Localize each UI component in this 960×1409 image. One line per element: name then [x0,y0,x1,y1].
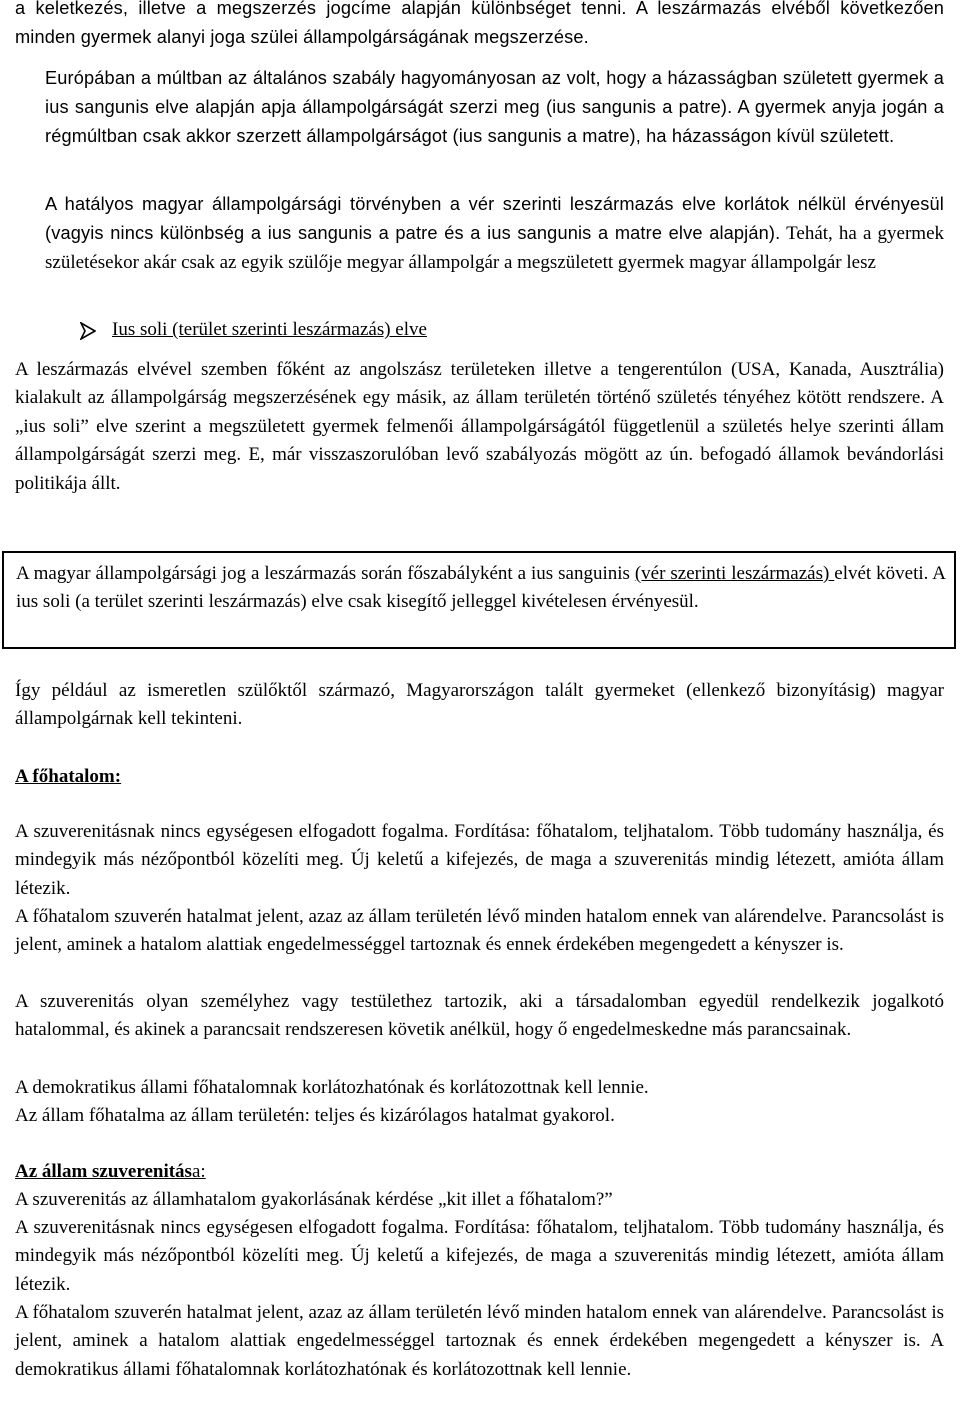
bullet-ius-soli-label: Ius soli (terület szerinti leszármazás) elve [112,319,427,341]
paragraph-territorial-power: Az állam főhatalma az állam területén: teljes és kizárólagos hatalmat gyakorol. [15,1105,615,1126]
boxed-text-part1: A magyar állampolgársági jog a leszármazás során főszabályként a ius sanguinis [16,563,635,584]
paragraph-hungarian-law [45,190,944,277]
paragraph-sovereign-power: A főhatalom szuverén hatalmat jelent, azaz az állam területén lévő minden hatalom ennek van alárendelve. Parancsolást is jelent, aminek a hatalom alattiak engedelmességgel tartoznak és ennek érdekében megengedett a kényszer is. [15,906,944,956]
arrow-bullet-icon [80,322,96,340]
heading-state-sovereignty-suffix: a: [191,1161,206,1182]
boxed-text-part2: elvét követi. A ius soli (a terület szerinti leszármazás) elve csak kisegítő jelleggel kivételesen érvényesül. [16,563,946,613]
heading-fohatalom: A főhatalom: [15,766,122,787]
heading-state-sovereignty [15,1158,944,1186]
paragraph-ius-soli: A leszármazás elvével szemben főként az angolszász területeken illetve a tengerentúlon (USA, Kanada, Ausztrália) kialakult az állampolgárság megszerzésének egy másik, az állam területén történő születés tényéhez kötött rendszere. A „ius soli” elve szerint a megszületett gyermek felmenői állampolgárságától függetlenül a születés helye szerinti állam állampolgárságát szerzi meg. E, már visszaszorulóban levő szabályozás mögött az ún. befogadó államok bevándorlási politikája állt. [15,359,944,494]
hungarian-law-sans-text: A hatályos magyar állampolgársági törvényben a vér szerinti leszármazás elve korlátok nélkül érvényesül (vagyis nincs különbség a ius sangunis a patre és a ius sangunis a matre elve alapján). [45,194,944,244]
paragraph-sovereignty-holder: A szuverenitás olyan személyhez vagy testülethez tartozik, aki a társadalomban egyedül rendelkezik jogalkotó hatalommal, és akinek a parancsait rendszeresen követik anélkül, hogy ő engedelmeskedne más parancsainak. [15,991,944,1041]
paragraph-sovereignty-definition: A szuverenitásnak nincs egységesen elfogadott fogalma. Fordítása: főhatalom, teljhatalom. Több tudomány használja, és mindegyik más nézőpontból közelíti meg. Új keletű a kifejezés, de maga a szuverenitás mindig létezett, amióta állam létezik. [15,821,944,899]
paragraph-foundling: Így például az ismeretlen szülőktől származó, Magyarországon talált gyermeket (ellenkező bizonyításig) magyar állampolgárnak kell tekinteni. [15,680,944,730]
paragraph-descent-intro: a keletkezés, illetve a megszerzés jogcíme alapján különbséget tenni. A leszármazás elvéből következően minden gyermek alanyi joga szülei állampolgárságának megszerzése. [15,0,944,48]
paragraph-democratic-limit: A demokratikus állami főhatalomnak korlátozhatónak és korlátozottnak kell lennie. [15,1077,649,1098]
boxed-principle-text [16,560,946,617]
boxed-principle [2,551,956,649]
boxed-text-underlined: (vér szerinti leszármazás) [634,563,835,584]
paragraph-who-holds-power: A szuverenitás az államhatalom gyakorlásának kérdése „kit illet a főhatalom?” [15,1189,613,1210]
paragraph-sovereign-power-2: A főhatalom szuverén hatalmat jelent, azaz az állam területén lévő minden hatalom ennek van alárendelve. Parancsolást is jelent, aminek a hatalom alattiak engedelmességgel tartoznak és ennek érdekében megengedett a kényszer is. A demokratikus állami főhatalomnak korlátozhatónak és korlátozottnak kell lennie. [15,1302,944,1380]
heading-state-sovereignty-bold: Az állam szuverenitás [15,1161,192,1182]
bullet-ius-soli [80,316,427,345]
paragraph-sovereignty-definition-2: A szuverenitásnak nincs egységesen elfogadott fogalma. Fordítása: főhatalom, teljhatalom. Több tudomány használja, és mindegyik más nézőpontból közelíti meg. Új keletű a kifejezés, de maga a szuverenitás mindig létezett, amióta állam létezik. [15,1217,944,1295]
hungarian-law-serif-text: Tehát, ha a gyermek születésekor akár csak az egyik szülője megyar állampolgár a megszületett gyermek magyar állampolgár lesz [45,223,945,273]
paragraph-europe-history: Európában a múltban az általános szabály hagyományosan az volt, hogy a házasságban született gyermek a ius sangunis elve alapján apja állampolgárságát szerzi meg (ius sangunis a patre). A gyermek anyja jogán a régmúltban csak akkor szerzett állampolgárságot (ius sangunis a matre), ha házasságon kívül született. [45,68,944,147]
